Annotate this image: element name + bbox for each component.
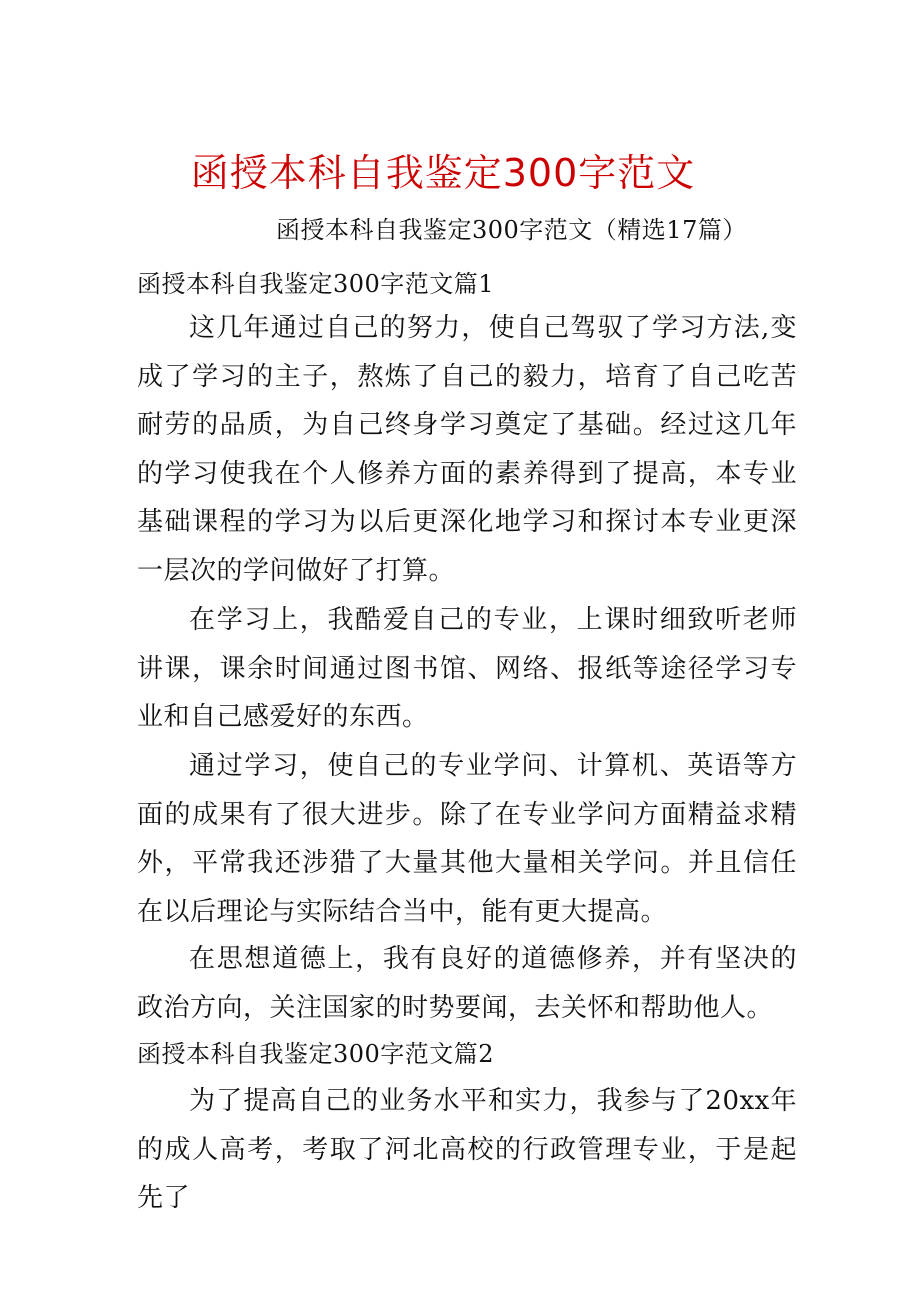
document-title: 函授本科自我鉴定300字范文 (190, 151, 696, 195)
paragraph-1-1: 这几年通过自己的努力，使自己驾驭了学习方法,变成了学习的主子，熬炼了自己的毅力，培育了自己吃苦耐劳的品质，为自己终身学习奠定了基础。经过这几年的学习使我在个人修养方面的素养得到了提高，本专业基础课程的学习为以后更深化地学习和探讨本专业更深一层次的学问做好了打算。 (137, 313, 797, 586)
paragraph-2-1: 为了提高自己的业务水平和实力，我参与了20xx年的成人高考，考取了河北高校的行政管理专业，于是起先了 (137, 1086, 797, 1213)
paragraph-1-2: 在学习上，我酷爱自己的专业，上课时细致听老师讲课，课余时间通过图书馆、网络、报纸等途径学习专业和自己感爱好的东西。 (137, 605, 797, 732)
paragraph-1-3: 通过学习，使自己的专业学问、计算机、英语等方面的成果有了很大进步。除了在专业学问方面精益求精外，平常我还涉猎了大量其他大量相关学问。并且信任在以后理论与实际结合当中，能有更大提高。 (137, 751, 797, 927)
paragraph-1-4: 在思想道德上，我有良好的道德修养，并有坚决的政治方向，关注国家的时势要闻，去关怀和帮助他人。 (137, 944, 797, 1023)
section-heading-2: 函授本科自我鉴定300字范文篇2 (137, 1040, 495, 1068)
document-subtitle: 函授本科自我鉴定300字范文（精选17篇） (276, 216, 747, 244)
section-heading-1: 函授本科自我鉴定300字范文篇1 (137, 270, 495, 298)
